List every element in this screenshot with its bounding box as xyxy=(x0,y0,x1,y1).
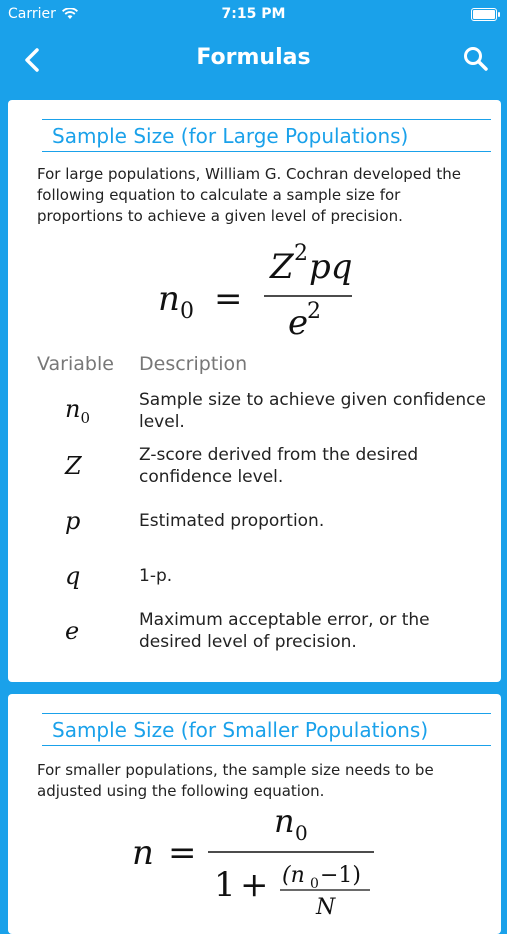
eq-den-sup: 2 xyxy=(307,299,321,324)
card-intro-text: For smaller populations, the sample size needs to be adjusted using the following equation. xyxy=(37,761,434,800)
variable-description: Sample size to achieve given confidence level. xyxy=(139,389,486,432)
eq-num-sup: 2 xyxy=(294,241,308,266)
eq2-inner-den: N xyxy=(316,895,336,920)
eq-num-base: Z xyxy=(270,247,294,287)
card-heading: Sample Size (for Smaller Populations) xyxy=(42,713,491,746)
variable-description: 1-p. xyxy=(139,565,173,586)
card-intro-text: For large populations, William G. Cochran developed the following equation to calculate a sample size for proportions to achieve a given level of precision. xyxy=(37,165,461,225)
column-variable: Variable xyxy=(37,353,114,375)
eq-den-base: e xyxy=(288,303,309,343)
eq-lhs-sub: 0 xyxy=(180,299,194,324)
table-row xyxy=(37,603,487,658)
eq2-num-sub: 0 xyxy=(295,821,308,845)
eq2-lhs: n xyxy=(132,833,154,873)
variable-table xyxy=(37,353,487,658)
search-icon[interactable] xyxy=(461,44,491,74)
column-description: Description xyxy=(139,353,248,375)
formula-card-large-populations xyxy=(8,100,501,682)
variable-description: Z-score derived from the desired confidence level. xyxy=(139,444,419,487)
variable-description: Maximum acceptable error, or the desired level of precision. xyxy=(139,609,430,652)
navigation-bar xyxy=(0,30,507,88)
eq2-den-one: 1 xyxy=(214,865,236,905)
eq-equals: = xyxy=(214,279,243,319)
variable-description: Estimated proportion. xyxy=(139,510,325,531)
variable-symbol: $n_0$ xyxy=(65,394,91,427)
page-title: Formulas xyxy=(196,45,311,70)
eq-num-rest: pq xyxy=(309,247,353,287)
eq2-inner-num: (n xyxy=(282,863,305,888)
eq2-equals: = xyxy=(168,833,197,873)
table-row xyxy=(37,548,487,603)
variable-symbol: p xyxy=(65,506,81,535)
formula-card-smaller-populations xyxy=(8,694,501,934)
variable-symbol: e xyxy=(65,616,80,645)
eq-lhs: n xyxy=(158,279,180,319)
eq2-inner-num-sub: 0 xyxy=(310,876,319,892)
status-time: 7:15 PM xyxy=(221,6,286,22)
status-bar xyxy=(0,0,507,30)
variable-table-header xyxy=(37,353,487,383)
table-row xyxy=(37,493,487,548)
cochran-equation xyxy=(8,238,501,348)
variable-symbol: Z xyxy=(65,451,82,480)
battery-icon xyxy=(471,8,497,21)
card-heading: Sample Size (for Large Populations) xyxy=(42,119,491,152)
eq2-den-plus: + xyxy=(240,865,269,905)
carrier-label: Carrier xyxy=(8,6,56,22)
eq2-inner-num-rest: −1) xyxy=(320,863,362,888)
finite-population-equation xyxy=(8,804,501,934)
table-row xyxy=(37,438,487,493)
table-row xyxy=(37,383,487,438)
eq2-num: n xyxy=(274,804,295,840)
variable-symbol: q xyxy=(65,561,81,590)
